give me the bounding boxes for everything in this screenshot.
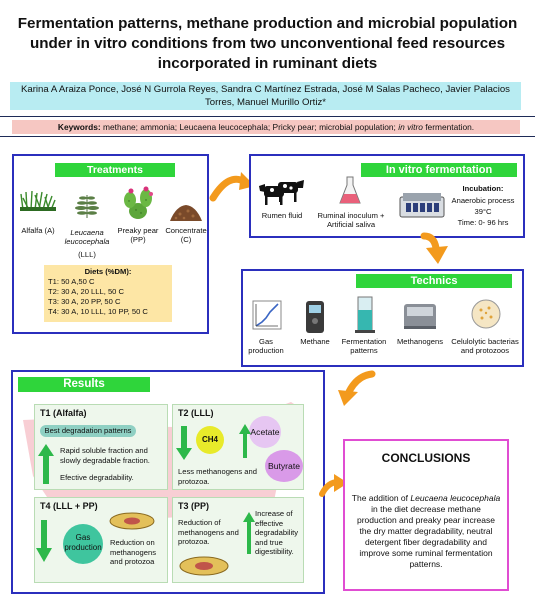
- up-arrow-icon: [38, 444, 54, 484]
- rumen-fluid-label: Rumen fluid: [261, 211, 303, 220]
- result-t1-text: Efective degradability.: [60, 473, 134, 482]
- result-t3-text: Increase of effective degradability and true digestibility.: [255, 509, 299, 556]
- keywords-italic: in vitro: [398, 122, 423, 132]
- conclusions-heading: CONCLUSIONS: [381, 451, 471, 465]
- alfalfa-icon: [20, 189, 56, 211]
- incubation-line: Time: 0- 96 hrs: [457, 218, 509, 227]
- technic-label: Methanogens: [396, 337, 444, 346]
- leucaena-label: (LLL): [78, 250, 96, 259]
- down-arrow-icon: [176, 426, 192, 460]
- petri-dish-icon: [470, 298, 502, 330]
- keywords-bar: [12, 120, 520, 134]
- up-arrow-icon: [239, 424, 251, 458]
- conclusions-post: in the diet decrease methane production and preaky pear increase the dry matter degradability, neutral detergent fiber degradability and improve some ruminal fermentation patterns.: [357, 504, 495, 569]
- flow-arrow-icon: [420, 232, 456, 266]
- result-t1-text: Rapid soluble fraction and slowly degradable fraction.: [60, 446, 150, 465]
- down-arrow-icon: [36, 520, 52, 562]
- incubation-heading: Incubation:: [462, 184, 504, 193]
- incubation-line: 39°C: [474, 207, 492, 216]
- result-t3-title: T3 (PP): [178, 501, 210, 511]
- technic-label: Celulolytic bacterias and protozoos: [451, 337, 519, 355]
- conclusions-text: [351, 493, 501, 570]
- gas-graph-icon: [252, 300, 282, 330]
- authors-bar: Karina A Araiza Ponce, José N Gurrola Reyes, Sandra C Martínez Estrada, José M Salas Pacheco, Javier Palacios Torres, Manuel Murillo Ortiz*: [10, 82, 521, 110]
- up-arrow-icon: [243, 512, 255, 554]
- inoculum-label: Ruminal inoculum + Artificial saliva: [317, 211, 385, 229]
- result-t3-text: Reduction of methanogens and protozoa.: [178, 518, 239, 546]
- flask-icon: [339, 175, 361, 205]
- poster-title: Fermentation patterns, methane production and microbial population under in vitro conditions from two unconventional feed resources incorporated in ruminant diets: [17, 15, 518, 72]
- technic-label: Gas production: [248, 337, 284, 355]
- protozoa-icon: [178, 555, 230, 577]
- treatments-heading: Treatments: [55, 163, 175, 177]
- gas-production-bubble: Gas production: [63, 524, 103, 564]
- acetate-bubble: Acetate: [249, 416, 281, 448]
- prickly-pear-icon: [122, 186, 156, 220]
- flow-arrow-icon: [328, 370, 378, 406]
- result-t1-title: T1 (Alfalfa): [40, 408, 87, 418]
- incubation-line: Anaerobic process: [451, 196, 515, 205]
- diet-line: T2: 30 A, 20 LLL, 50 C: [48, 287, 124, 296]
- prickly-pear-label: Preaky pear (PP): [117, 226, 159, 244]
- result-t2-text: Less methanogens and protozoa.: [178, 467, 257, 486]
- diet-line: T4: 30 A, 10 LLL, 10 PP, 50 C: [48, 307, 148, 316]
- result-t4-title: T4 (LLL + PP): [40, 501, 98, 511]
- separator-line: [0, 116, 535, 117]
- concentrate-label: Concentrate (C): [165, 226, 207, 244]
- conclusions-italic: Leucaena leucocephala: [410, 493, 501, 503]
- diet-line: T1: 50 A,50 C: [48, 277, 95, 286]
- results-heading: Results: [18, 377, 150, 392]
- fermentation-heading: In vitro fermentation: [361, 163, 517, 177]
- technics-heading: Technics: [356, 274, 512, 288]
- protozoa-icon: [108, 512, 156, 530]
- leucaena-icon: [74, 193, 100, 219]
- methanogens-device-icon: [402, 300, 438, 330]
- methane-meter-icon: [302, 300, 328, 334]
- incubator-icon: [399, 191, 445, 219]
- conclusions-panel: [343, 439, 509, 591]
- alfalfa-label: Alfalfa (A): [21, 226, 55, 235]
- result-t4-text: Reduction on methanogens and protozoa: [110, 538, 157, 566]
- best-degradation-badge: Best degradation patterns: [40, 425, 136, 437]
- ch4-bubble: CH4: [196, 426, 224, 454]
- diet-line: T3: 30 A, 20 PP, 50 C: [48, 297, 121, 306]
- conclusions-pre: The addition of: [351, 493, 409, 503]
- concentrate-icon: [168, 202, 204, 222]
- keywords-label: Keywords:: [57, 122, 101, 132]
- butyrate-bubble: Butyrate: [265, 450, 303, 482]
- separator-line: [0, 136, 535, 137]
- diets-heading: Diets (%DM):: [84, 267, 132, 276]
- technic-label: Methane: [300, 337, 330, 346]
- diets-box: [44, 265, 172, 322]
- cows-icon: [258, 178, 304, 208]
- leucaena-label-italic: Leucaena leucocephala: [64, 228, 110, 246]
- fermentation-column-icon: [354, 296, 376, 334]
- keywords-end: fermentation.: [425, 122, 475, 132]
- keywords-text: methane; ammonia; Leucaena leucocephala; Pricky pear; microbial population;: [103, 122, 396, 132]
- technic-label: Fermentation patterns: [341, 337, 387, 355]
- result-t2-title: T2 (LLL): [178, 408, 214, 418]
